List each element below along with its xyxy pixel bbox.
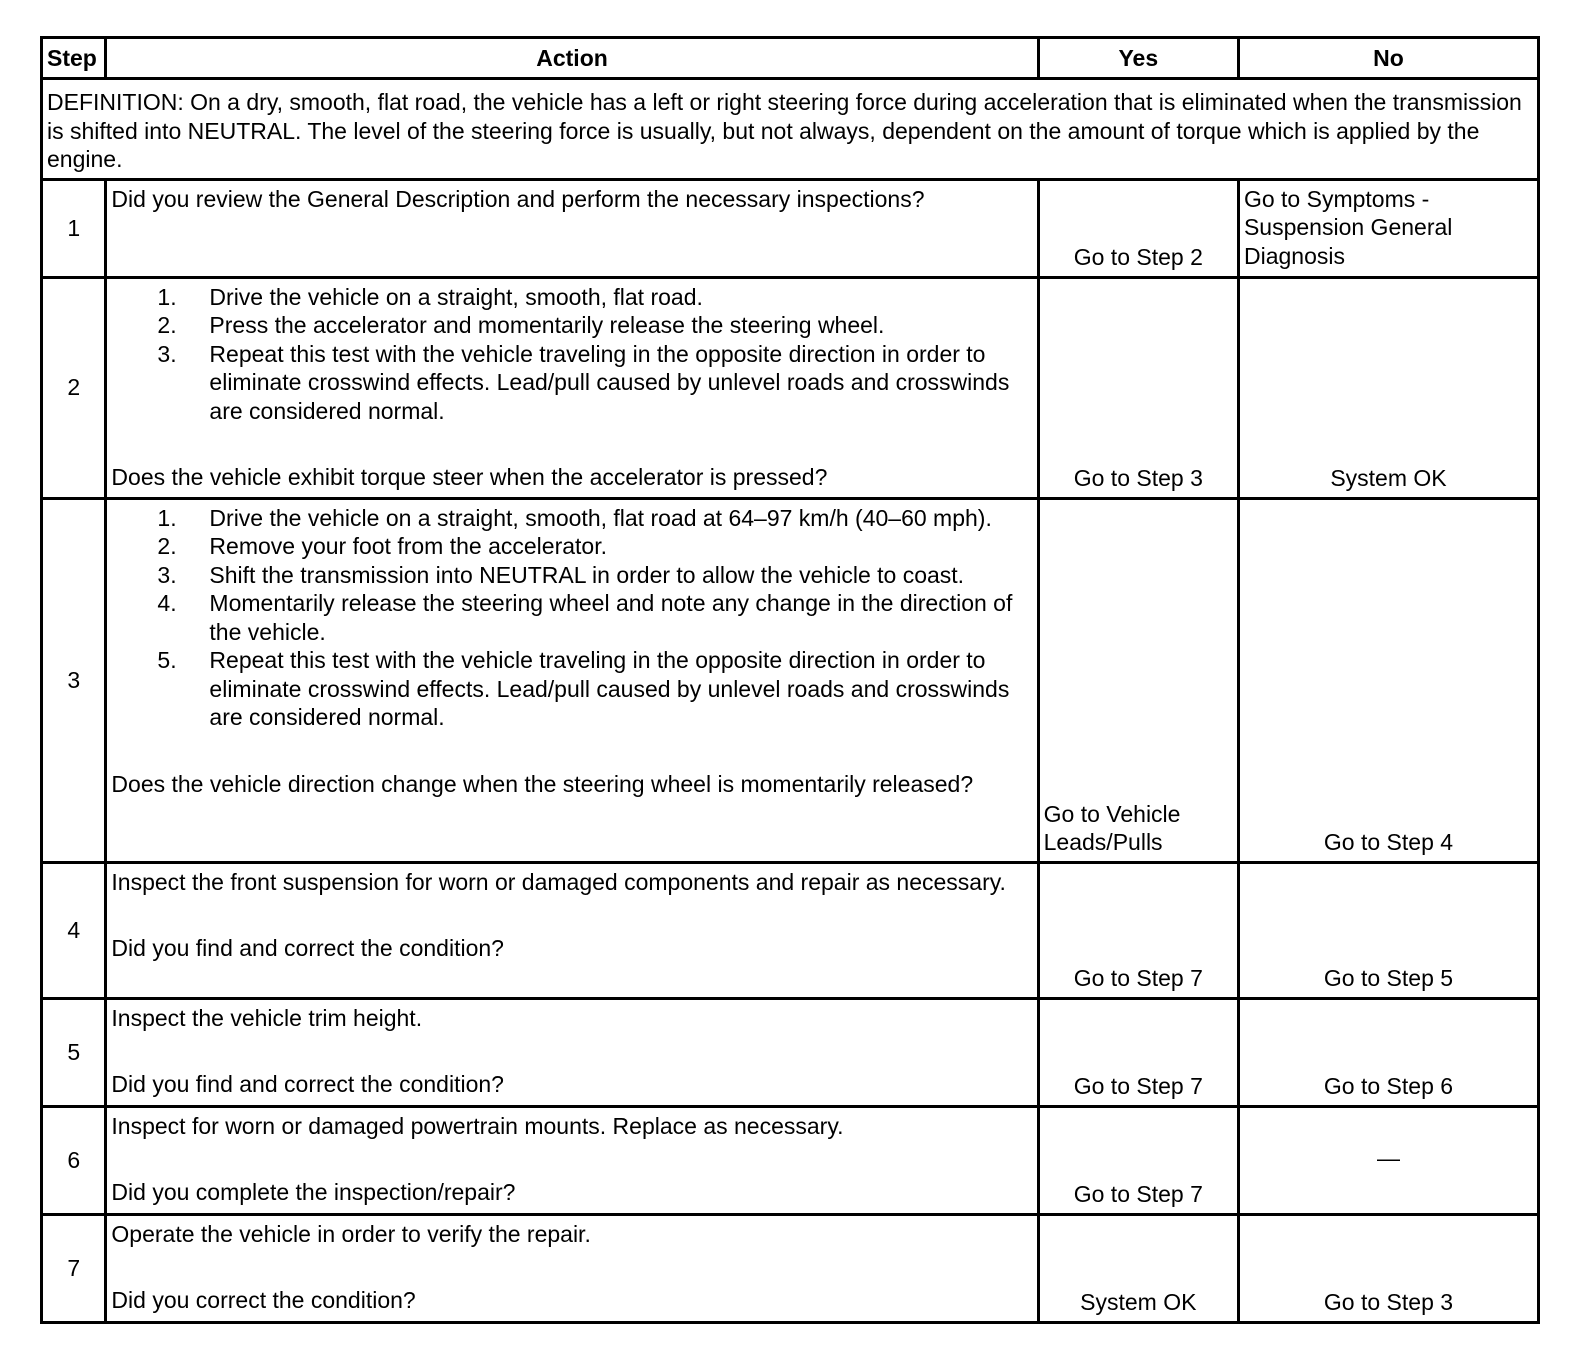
list-item-text: Remove your foot from the accelerator. <box>209 533 607 559</box>
action-cell <box>106 998 1038 1106</box>
list-item-text: Press the accelerator and momentarily release the steering wheel. <box>209 312 885 338</box>
action-question: Did you complete the inspection/repair? <box>111 1179 516 1205</box>
action-question: Did you correct the condition? <box>111 1287 416 1313</box>
list-item-text: Momentarily release the steering wheel and note any change in the direction of the vehicle. <box>209 590 1013 645</box>
step-number: 4 <box>42 862 106 998</box>
action-instruction: Inspect the vehicle trim height. <box>111 1004 423 1031</box>
action-cell <box>106 1214 1038 1322</box>
list-item-number: 1. <box>157 283 177 310</box>
list-item <box>157 646 1032 732</box>
header-action: Action <box>106 38 1038 79</box>
list-item <box>157 561 1032 590</box>
list-item-text: Drive the vehicle on a straight, smooth, flat road at 64–97 km/h (40–60 mph). <box>209 504 992 531</box>
action-question: Did you find and correct the condition? <box>111 935 504 961</box>
step-number: 5 <box>42 998 106 1106</box>
no-cell: System OK <box>1238 277 1538 498</box>
list-item <box>157 283 1032 312</box>
table-row <box>42 862 1539 998</box>
action-cell <box>106 1106 1038 1214</box>
table-row <box>42 1214 1539 1322</box>
diagnostic-table <box>40 36 1540 1324</box>
step-number: 2 <box>42 277 106 498</box>
list-item-text: Repeat this test with the vehicle traveling in the opposite direction in order to eliminate crosswind effects. Lead/pull caused by unlevel roads and crosswinds are considered normal. <box>209 647 1010 730</box>
step-number: 7 <box>42 1214 106 1322</box>
list-item-number: 4. <box>157 590 177 616</box>
no-cell: Go to Step 3 <box>1238 1214 1538 1322</box>
instruction-list <box>111 504 1032 732</box>
list-item-number: 5. <box>157 647 177 673</box>
list-item-number: 3. <box>157 561 177 588</box>
yes-cell: Go to Step 3 <box>1038 277 1238 498</box>
list-item <box>157 311 1032 340</box>
definition-row <box>42 79 1539 180</box>
header-row <box>42 38 1539 79</box>
action-instruction: Inspect for worn or damaged powertrain mounts. Replace as necessary. <box>111 1112 844 1139</box>
list-item-text: Shift the transmission into NEUTRAL in order to allow the vehicle to coast. <box>209 561 965 588</box>
header-step: Step <box>42 38 106 79</box>
instruction-list <box>111 283 1032 426</box>
list-item-number: 3. <box>157 340 177 367</box>
action-question: Does the vehicle direction change when the steering wheel is momentarily released? <box>111 770 974 797</box>
list-item-number: 2. <box>157 312 177 338</box>
no-cell: — <box>1238 1106 1538 1214</box>
action-question: Did you find and correct the condition? <box>111 1071 504 1097</box>
yes-cell: System OK <box>1038 1214 1238 1322</box>
no-cell: Go to Step 4 <box>1238 498 1538 862</box>
header-no: No <box>1238 38 1538 79</box>
yes-cell: Go to Step 2 <box>1038 179 1238 277</box>
action-cell <box>106 277 1038 498</box>
action-instruction: Inspect the front suspension for worn or damaged components and repair as necessary. <box>111 868 1006 895</box>
yes-cell: Go to Vehicle Leads/Pulls <box>1038 498 1238 862</box>
table-row <box>42 498 1539 862</box>
action-question: Did you review the General Description and perform the necessary inspections? <box>111 185 925 212</box>
list-item <box>157 532 1032 561</box>
action-cell <box>106 862 1038 998</box>
action-instruction: Operate the vehicle in order to verify the repair. <box>111 1220 591 1247</box>
list-item-number: 1. <box>157 504 177 531</box>
no-cell: Go to Step 5 <box>1238 862 1538 998</box>
action-question: Does the vehicle exhibit torque steer when the accelerator is pressed? <box>111 464 828 490</box>
yes-cell: Go to Step 7 <box>1038 998 1238 1106</box>
action-cell <box>106 498 1038 862</box>
no-cell: Go to Step 6 <box>1238 998 1538 1106</box>
list-item-text: Drive the vehicle on a straight, smooth, flat road. <box>209 283 703 310</box>
action-cell <box>106 179 1038 277</box>
step-number: 6 <box>42 1106 106 1214</box>
table-row <box>42 998 1539 1106</box>
no-cell: Go to Symptoms - Suspension General Diagnosis <box>1238 179 1538 277</box>
table-row <box>42 1106 1539 1214</box>
list-item <box>157 504 1032 533</box>
step-number: 3 <box>42 498 106 862</box>
yes-cell: Go to Step 7 <box>1038 1106 1238 1214</box>
list-item-text: Repeat this test with the vehicle traveling in the opposite direction in order to eliminate crosswind effects. Lead/pull caused by unlevel roads and crosswinds are considered normal. <box>209 340 1010 424</box>
table-row <box>42 179 1539 277</box>
list-item <box>157 340 1032 426</box>
header-yes: Yes <box>1038 38 1238 79</box>
yes-cell: Go to Step 7 <box>1038 862 1238 998</box>
table-row <box>42 277 1539 498</box>
definition-text: DEFINITION: On a dry, smooth, flat road, the vehicle has a left or right steering force during acceleration that is eliminated when the transmission is shifted into NEUTRAL. The level of the steering force is usually, but not always, dependent on the amount of torque which is applied by the engine. <box>42 79 1539 180</box>
list-item-number: 2. <box>157 533 177 559</box>
step-number: 1 <box>42 179 106 277</box>
list-item <box>157 589 1032 646</box>
